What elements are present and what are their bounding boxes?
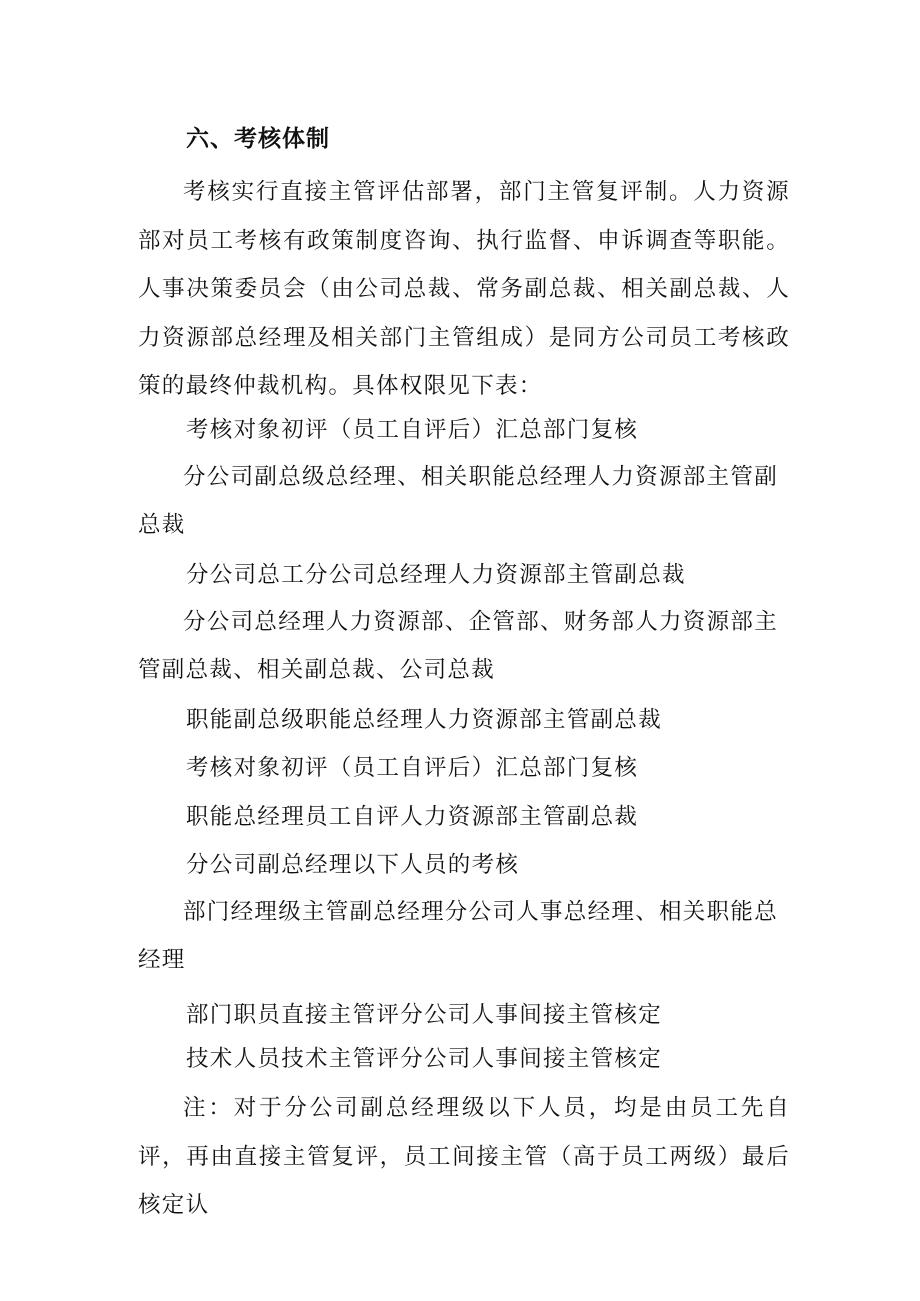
table-row: 分公司总经理人力资源部、企管部、财务部人力资源部主管副总裁、相关副总裁、公司总裁 <box>138 609 779 683</box>
table-row: 技术人员技术主管评分公司人事间接主管核定 <box>186 1046 663 1072</box>
table-row: 职能总经理员工自评人力资源部主管副总裁 <box>186 804 639 830</box>
intro-paragraph: 考核实行直接主管评估部署，部门主管复评制。人力资源部对员工考核有政策制度咨询、执行监督、申诉调查等职能。人事决策委员会（由公司总裁、常务副总裁、相关副总裁、人力资源部总经理及相关部门主管组成）是同方公司员工考核政策的最终仲裁机构。具体权限见下表： <box>138 179 790 400</box>
table-row: 分公司总工分公司总经理人力资源部主管副总裁 <box>186 562 686 588</box>
table-row: 考核对象初评（员工自评后）汇总部门复核 <box>186 417 639 443</box>
note-paragraph: 注：对于分公司副总经理级以下人员，均是由员工先自评，再由直接主管复评，员工间接主管（高于员工两级）最后核定认 <box>138 1095 790 1219</box>
table-row: 分公司副总经理以下人员的考核 <box>186 852 520 878</box>
table-row: 部门经理级主管副总经理分公司人事总经理、相关职能总经理 <box>138 899 779 973</box>
table-row: 部门职员直接主管评分公司人事间接主管核定 <box>186 1002 663 1028</box>
table-row: 职能副总级职能总经理人力资源部主管副总裁 <box>186 707 663 733</box>
section-heading: 六、考核体制 <box>186 125 330 152</box>
table-row: 分公司副总级总经理、相关职能总经理人力资源部主管副总裁 <box>138 464 779 538</box>
table-row: 考核对象初评（员工自评后）汇总部门复核 <box>186 755 639 781</box>
